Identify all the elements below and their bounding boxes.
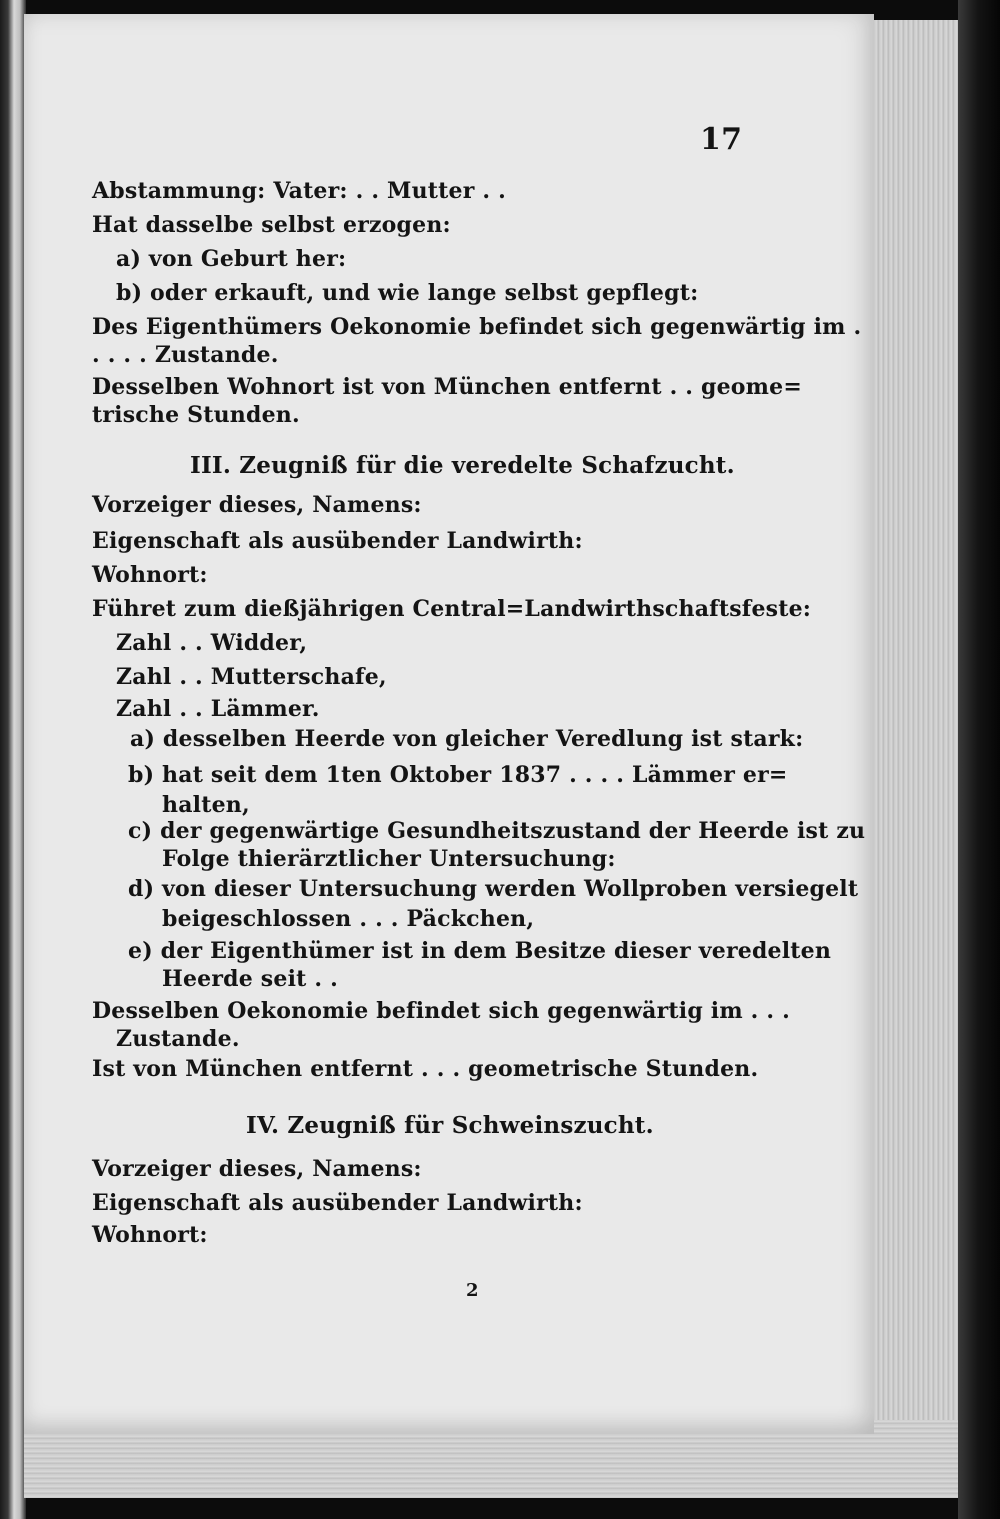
text-line: Desselben Wohnort ist von München entfernt . . geome= — [92, 374, 802, 400]
text-line: Zahl . . Lämmer. — [116, 696, 320, 722]
text-line: d) von dieser Untersuchung werden Wollproben versiegelt — [128, 876, 859, 902]
text-line: e) der Eigenthümer ist in dem Besitze dieser veredelten — [128, 938, 832, 964]
text-line: halten, — [162, 792, 250, 818]
text-line: Abstammung: Vater: . . Mutter . . — [92, 178, 506, 204]
page-number: 17 — [700, 122, 743, 157]
text-line: Des Eigenthümers Oekonomie befindet sich gegenwärtig im . — [92, 314, 862, 340]
signature-mark: 2 — [466, 1280, 479, 1301]
book-cover-edge — [958, 0, 1000, 1519]
text-line: Vorzeiger dieses, Namens: — [92, 1156, 422, 1182]
text-line: Vorzeiger dieses, Namens: — [92, 492, 422, 518]
text-line: Wohnort: — [92, 562, 208, 588]
text-line: beigeschlossen . . . Päckchen, — [162, 906, 535, 932]
text-line: . . . . Zustande. — [92, 342, 279, 368]
section-heading-iv: IV. Zeugniß für Schweinszucht. — [246, 1112, 654, 1139]
text-line: b) hat seit dem 1ten Oktober 1837 . . . . Lämmer er= — [128, 762, 788, 788]
text-line: Zahl . . Mutterschafe, — [116, 664, 387, 690]
text-line: Folge thierärztlicher Untersuchung: — [162, 846, 616, 872]
text-line: Eigenschaft als ausübender Landwirth: — [92, 1190, 583, 1216]
text-line: Desselben Oekonomie befindet sich gegenwärtig im . . . — [92, 998, 790, 1024]
text-line: Wohnort: — [92, 1222, 208, 1248]
text-line: a) von Geburt her: — [116, 246, 347, 272]
text-line: c) der gegenwärtige Gesundheitszustand der Heerde ist zu — [128, 818, 866, 844]
section-heading-iii: III. Zeugniß für die veredelte Schafzucht. — [190, 452, 735, 479]
text-line: trische Stunden. — [92, 402, 300, 428]
text-line: Hat dasselbe selbst erzogen: — [92, 212, 451, 238]
text-line: Führet zum dießjährigen Central=Landwirthschaftsfeste: — [92, 596, 812, 622]
book-gutter — [0, 0, 26, 1519]
text-line: a) desselben Heerde von gleicher Veredlung ist stark: — [130, 726, 804, 752]
text-line: Heerde seit . . — [162, 966, 338, 992]
text-line: Ist von München entfernt . . . geometrische Stunden. — [92, 1056, 759, 1082]
text-line: Zustande. — [116, 1026, 240, 1052]
text-line: Eigenschaft als ausübender Landwirth: — [92, 528, 583, 554]
text-line: b) oder erkauft, und wie lange selbst gepflegt: — [116, 280, 699, 306]
text-line: Zahl . . Widder, — [116, 630, 308, 656]
